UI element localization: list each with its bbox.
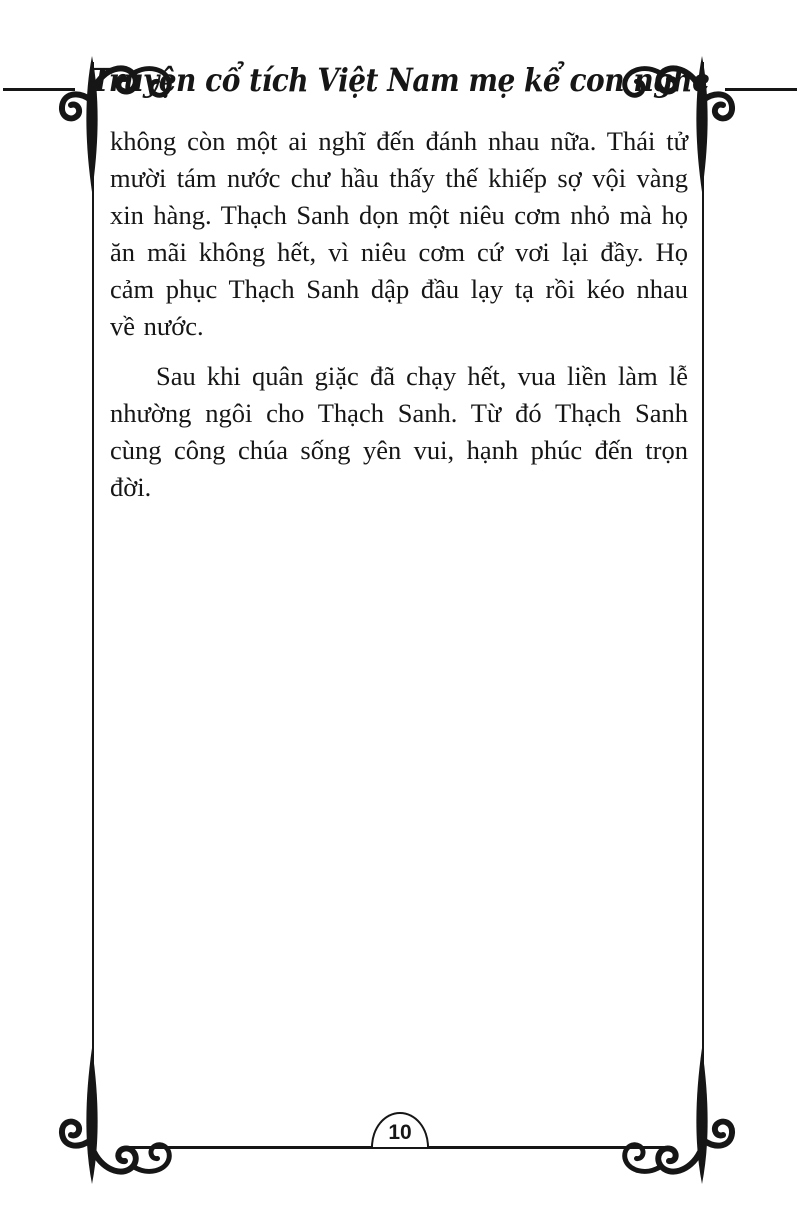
book-series-title: Truyện cổ tích Việt Nam mẹ kể con nghe (90, 62, 710, 99)
story-paragraph: Sau khi quân giặc đã chạy hết, vua liền làm lễ nhường ngôi cho Thạch Sanh. Từ đó Thạch Sanh cùng công chúa sống yên vui, hạnh phúc đến trọn đời. (110, 361, 688, 502)
corner-flourish-bottom-right-icon (587, 1028, 737, 1188)
right-page-border (702, 62, 704, 1150)
running-header (0, 64, 800, 97)
header-rule-left (3, 88, 75, 91)
corner-flourish-bottom-left-icon (57, 1028, 207, 1188)
left-page-border (92, 62, 94, 1150)
header-rule-right (725, 88, 797, 91)
story-text (110, 123, 688, 506)
page-number-badge (371, 1112, 429, 1147)
story-paragraph: không còn một ai nghĩ đến đánh nhau nữa. Thái tử mười tám nước chư hầu thấy thế khiếp sợ vội vàng xin hàng. Thạch Sanh dọn một niêu cơm nhỏ mà họ ăn mãi không hết, vì niêu cơm cứ vơi lại đầy. Họ cảm phục Thạch Sanh dập đầu lạy tạ rồi kéo nhau về nước. (110, 126, 688, 341)
page-number: 10 (388, 1121, 412, 1144)
